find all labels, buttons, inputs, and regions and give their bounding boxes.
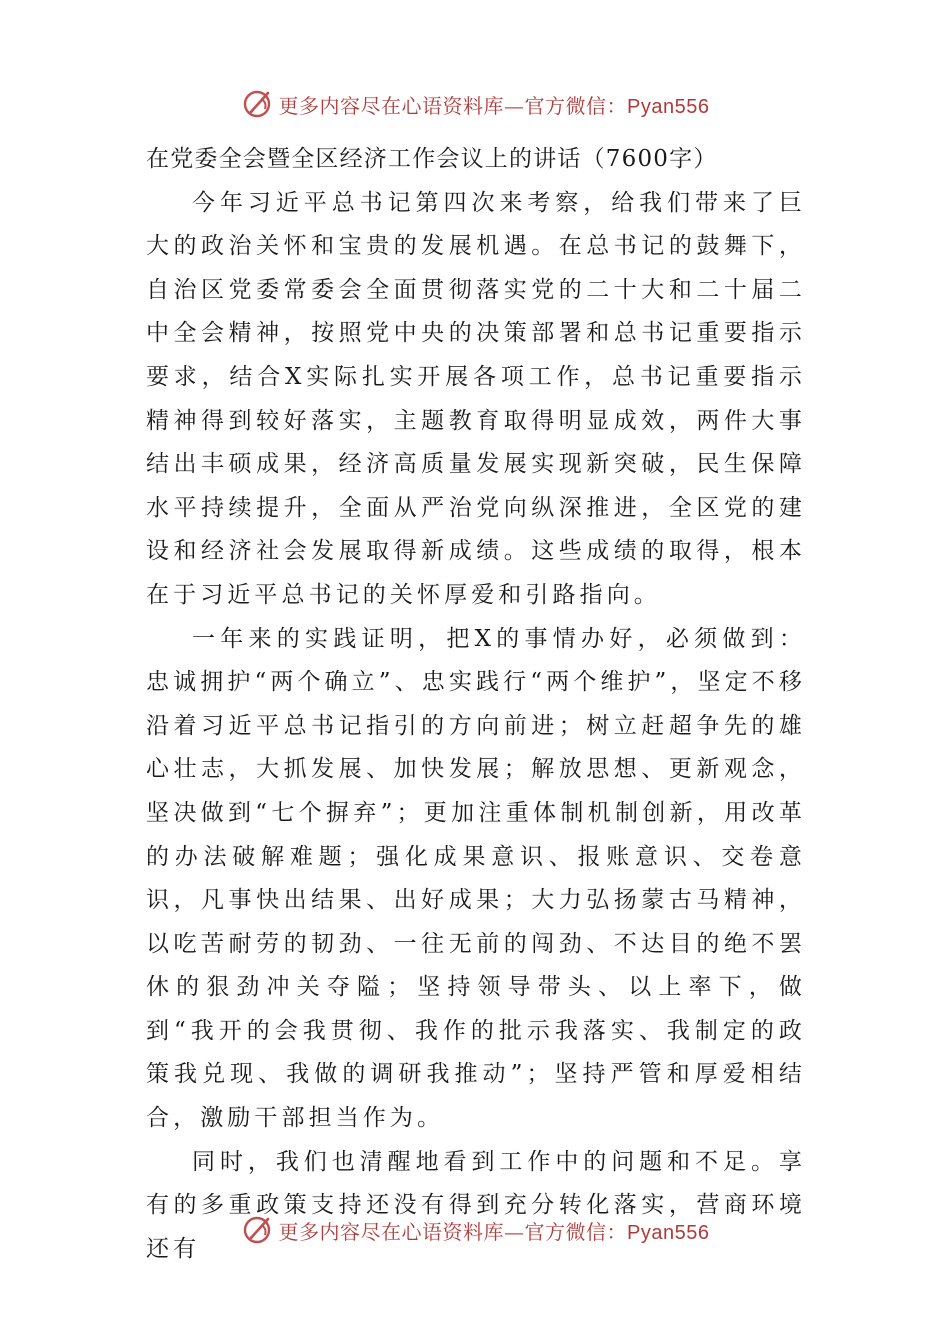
watermark-main: 更多内容尽在心语资料库 bbox=[278, 1219, 505, 1244]
watermark-main: 更多内容尽在心语资料库 bbox=[278, 93, 505, 118]
watermark-contact-label: 官方微信： bbox=[524, 1219, 628, 1244]
document-title: 在党委全会暨全区经济工作会议上的讲话（7600字） bbox=[146, 146, 718, 172]
watermark-separator: — bbox=[504, 1219, 525, 1244]
watermark-contact-id: Pyan556 bbox=[627, 95, 710, 118]
paragraph-2: 一年来的实践证明，把X的事情办好，必须做到：忠诚拥护“两个确立”、忠实践行“两个维护”，坚定不移沿着习近平总书记指引的方向前进；树立赶超争先的雄心壮志，大抓发展、加快发展；解放思想、更新观念，坚决做到“七个摒弃”；更加注重体制机制创新，用改革的办法破解难题；强化成果意识、报账意识、交卷意识，凡事快出结果、出好成果；大力弘扬蒙古马精神，以吃苦耐劳的韧劲、一往无前的闯劲、不达目的绝不罢休的狠劲冲关夺隘；坚持领导带头、以上率下，做到“我开的会我贯彻、我作的批示我落实、我制定的政策我兑现、我做的调研我推动”；坚持严管和厚爱相结合，激励干部担当作为。 bbox=[146, 625, 806, 1132]
footer-watermark bbox=[0, 1210, 950, 1250]
pen-logo-icon bbox=[241, 87, 275, 121]
document-body bbox=[146, 138, 806, 1271]
header-watermark bbox=[0, 84, 950, 124]
watermark-separator: — bbox=[504, 93, 525, 118]
paragraph-1: 今年习近平总书记第四次来考察，给我们带来了巨大的政治关怀和宝贵的发展机遇。在总书记的鼓舞下，自治区党委常委会全面贯彻落实党的二十大和二十届二中全会精神，按照党中央的决策部署和总书记重要指示要求，结合X实际扎实开展各项工作，总书记重要指示精神得到较好落实，主题教育取得明显成效，两件大事结出丰硕成果，经济高质量发展实现新突破，民生保障水平持续提升，全面从严治党向纵深推进，全区党的建设和经济社会发展取得新成绩。这些成绩的取得，根本在于习近平总书记的关怀厚爱和引路指向。 bbox=[146, 189, 806, 608]
watermark-text bbox=[279, 1216, 710, 1245]
watermark-contact-label: 官方微信： bbox=[524, 93, 628, 118]
pen-logo-icon bbox=[241, 1213, 275, 1247]
watermark-contact-id: Pyan556 bbox=[627, 1221, 710, 1244]
watermark-text bbox=[279, 90, 710, 119]
paragraph-3: 同时，我们也清醒地看到工作中的问题和不足。享有的多重政策支持还没有得到充分转化落实，营商环境还有 bbox=[146, 1148, 806, 1262]
